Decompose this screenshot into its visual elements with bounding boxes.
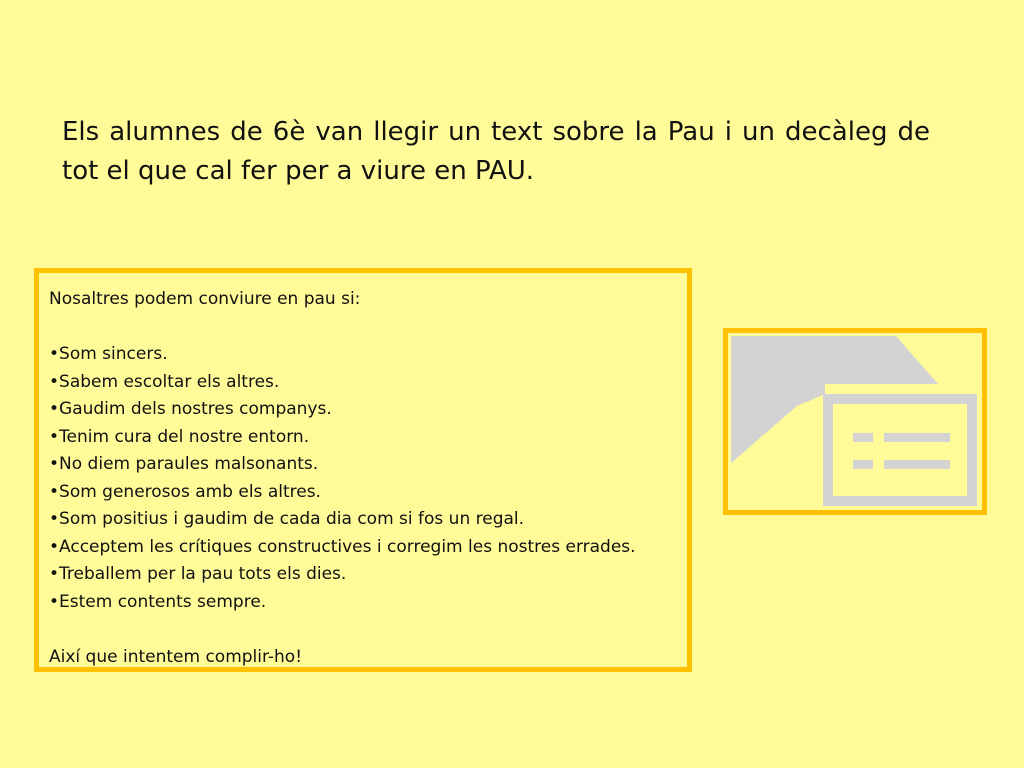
list-item: •Acceptem les crítiques constructives i corregim les nostres errades. [49,536,636,557]
blank-line [49,314,677,342]
card-line-top [884,433,950,442]
intro-text: Nosaltres podem conviure en pau si: [49,289,361,309]
card-line-bottom [884,460,950,469]
list-item: •Tenim cura del nostre entorn. [49,426,310,447]
picture-placeholder-icon [728,333,982,510]
slide-title: Els alumnes de 6è van llegir un text sobre la Pau i un decàleg de tot el que cal fer per a viure en PAU. [62,117,930,186]
list-item: •Som sincers. [49,344,168,364]
closing-text: Així que intentem complir-ho! [49,646,303,667]
card-dot-top [853,433,873,442]
list-item: •Som positius i gaudim de cada dia com si fos un regal. [49,509,525,529]
card-frame [823,394,977,506]
list-item: •No diem paraules malsonants. [49,454,319,474]
blank-line [49,616,677,644]
image-placeholder-box [723,328,987,515]
list-item: •Treballem per la pau tots els dies. [49,564,347,584]
card-dot-bottom [853,460,873,469]
list-item: •Som generosos amb els altres. [49,481,321,502]
list-item: •Gaudim dels nostres companys. [49,399,332,419]
content-text-box [34,268,692,672]
list-item: •Sabem escoltar els altres. [49,371,280,392]
list-item: •Estem contents sempre. [49,591,267,612]
